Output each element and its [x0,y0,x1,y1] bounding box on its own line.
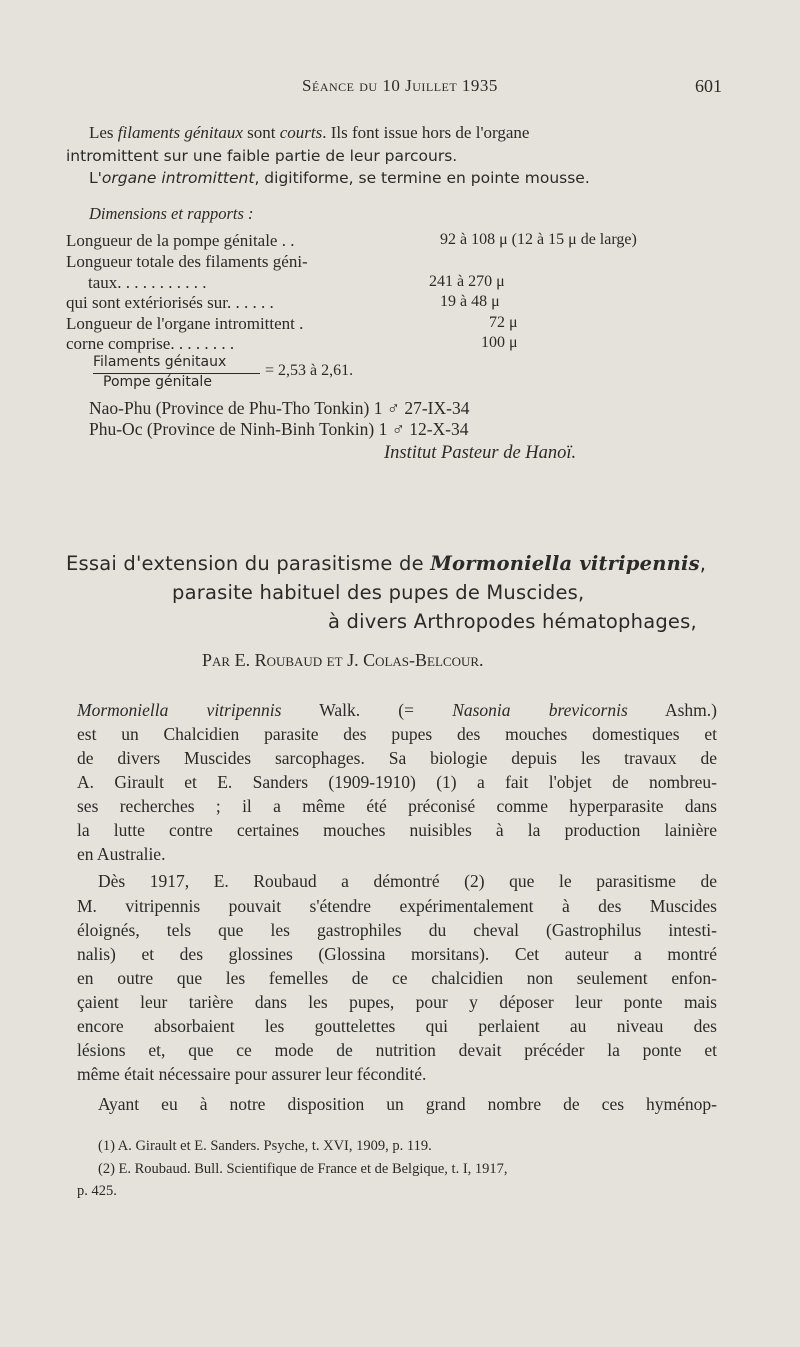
para2-line-1: Dès 1917, E. Roubaud a démontré (2) que le parasitisme de [98,871,717,891]
institution: Institut Pasteur de Hanoï. [384,443,577,463]
dim-value-1: 92 à 108 μ (12 à 15 μ de large) [440,231,637,248]
para1-line-7: en Australie. [77,844,166,864]
page-number: 601 [695,76,722,96]
locality-1: Nao-Phu (Province de Phu-Tho Tonkin) 1 ♂ 27-IX-34 [89,398,470,418]
para1-line-5: ses recherches ; il a même été préconisé comme hyperparasite dans [77,796,717,816]
locality-2: Phu-Oc (Province de Ninh-Binh Tonkin) 1 ♂ 12-X-34 [89,419,469,439]
dim-value-3: 241 à 270 μ [429,273,505,290]
dim-label-5: Longueur de l'organe intromittent . [66,314,304,333]
intro-line-3: L'organe intromittent, digitiforme, se termine en pointe mousse. [89,169,590,187]
article-title-line-3: à divers Arthropodes hématophages, [328,610,697,633]
para2-line-4: nalis) et des glossines (Glossina morsitans). Cet auteur a montré [77,944,717,964]
para1-line-1: Mormoniella vitripennis Walk. (= Nasonia brevicornis Ashm.) [77,700,717,720]
dim-value-5: 72 μ [489,314,518,331]
article-title-line-2: parasite habituel des pupes de Muscides, [172,581,585,604]
para3-line-1: Ayant eu à notre disposition un grand nombre de ces hyménop- [98,1094,717,1114]
article-title-line-1: Essai d'extension du parasitisme de Mormoniella vitripennis, [66,552,707,575]
dim-label-2: Longueur totale des filaments géni- [66,252,308,271]
footnote-1: (1) A. Girault et E. Sanders. Psyche, t. XVI, 1909, p. 119. [98,1138,432,1154]
footnote-2: (2) E. Roubaud. Bull. Scientifique de France et de Belgique, t. I, 1917, [98,1161,508,1177]
para2-line-9: même était nécessaire pour assurer leur fécondité. [77,1064,427,1084]
para1-line-2: est un Chalcidien parasite des pupes des mouches domestiques et [77,724,717,744]
para1-line-6: la lutte contre certaines mouches nuisibles à la production lainière [77,820,717,840]
para2-line-3: éloignés, tels que les gastrophiles du cheval (Gastrophilus intesti- [77,920,717,940]
para1-line-3: de divers Muscides sarcophages. Sa biologie depuis les travaux de [77,748,717,768]
ratio-numerator: Filaments génitaux [93,354,227,370]
ratio-value: = 2,53 à 2,61. [265,362,354,379]
dim-value-6: 100 μ [481,334,518,351]
dim-label-3: taux. . . . . . . . . . . [88,273,207,292]
article-authors: Par E. Roubaud et J. Colas-Belcour. [202,650,484,670]
dim-label-6: corne comprise. . . . . . . . [66,334,235,353]
intro-line-2: intromittent sur une faible partie de leur parcours. [66,147,458,165]
dimensions-heading: Dimensions et rapports : [89,204,254,223]
para2-line-6: çaient leur tarière dans les pupes, pour y déposer leur ponte mais [77,992,717,1012]
dim-value-4: 19 à 48 μ [440,293,500,310]
running-header: Séance du 10 Juillet 1935 [302,76,498,95]
para2-line-5: en outre que les femelles de ce chalcidien non seulement enfon- [77,968,717,988]
para2-line-7: encore absorbaient les gouttelettes qui perlaient au niveau des [77,1016,717,1036]
ratio-denominator: Pompe génitale [103,374,212,390]
intro-line-1: Les filaments génitaux sont courts. Ils font issue hors de l'organe [89,123,530,142]
ratio-fraction [93,354,413,394]
para2-line-2: M. vitripennis pouvait s'étendre expérimentalement à des Muscides [77,896,717,916]
para1-line-4: A. Girault et E. Sanders (1909-1910) (1) a fait l'objet de nombreu- [77,772,717,792]
footnote-2-cont: p. 425. [77,1183,117,1199]
dim-label-1: Longueur de la pompe génitale . . [66,231,295,250]
para2-line-8: lésions et, que ce mode de nutrition devait précéder la ponte et [77,1040,717,1060]
dim-label-4: qui sont extériorisés sur. . . . . . [66,293,274,312]
